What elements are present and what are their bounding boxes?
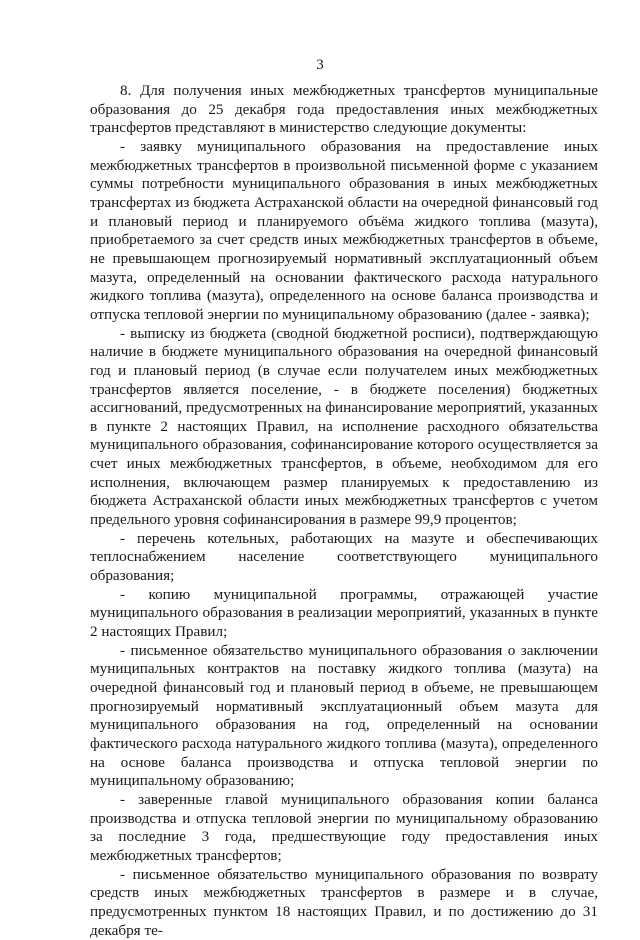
paragraph-municipal-program: - копию муниципальной программы, отражающей участие муниципального образования в реализации мероприятий, указанных в пункте 2 настоящих Правил; [90, 585, 598, 641]
paragraph-refund-obligation: - письменное обязательство муниципального образования по возврату средств иных межбюджетных трансфертов в размере и в случае, предусмотренных пунктом 18 настоящих Правил, и по достижению до 31 декабря те- [90, 865, 598, 939]
paragraph-application: - заявку муниципального образования на предоставление иных межбюджетных трансфертов в произвольной письменной форме с указанием суммы потребности муниципального образования в иных межбюджетных трансфертах из бюджета Астраханской области на очередной финансовый год и плановый период и планируемого объёма жидкого топлива (мазута), приобретаемого за счет средств иных межбюджетных трансфертов в объеме, не превышающем прогнозируемый нормативный эксплуатационный объем мазута, определенный на основании фактического расхода натурального жидкого топлива (мазута), определенного на основе баланса производства и отпуска тепловой энергии по муниципальному образованию (далее - заявка); [90, 137, 598, 323]
paragraph-item-8-intro: 8. Для получения иных межбюджетных трансфертов муниципальные образования до 25 декабря года предоставления иных межбюджетных трансфертов представляют в министерство следующие документы: [90, 82, 598, 137]
paragraph-boiler-list: - перечень котельных, работающих на мазуте и обеспечивающих теплоснабжением население соответствующего муниципального образования; [90, 529, 598, 585]
paragraph-balance-copies: - заверенные главой муниципального образования копии баланса производства и отпуска тепловой энергии по муниципальному образованию за последние 3 года, предшествующие году предоставления иных межбюджетных трансфертов; [90, 790, 598, 864]
paragraph-contract-obligation: - письменное обязательство муниципального образования о заключении муниципальных контрактов на поставку жидкого топлива (мазута) на очередной финансовый год и плановый период в объеме, не превышающем прогнозируемый нормативный эксплуатационный объем мазута для муниципального образования на год, определенный на основании фактического расхода натурального жидкого топлива (мазута), определенного на основе баланса производства и отпуска тепловой энергии по муниципальному образованию; [90, 641, 598, 790]
paragraph-budget-extract: - выписку из бюджета (сводной бюджетной росписи), подтверждающую наличие в бюджете муниципального образования на очередной финансовый год и плановый период (в случае если получателем иных межбюджетных трансфертов является поселение, - в бюджете поселения) бюджетных ассигнований, предусмотренных на финансирование мероприятий, указанных в пункте 2 настоящих Правил, на исполнение расходного обязательства муниципального образования, софинансирование которого осуществляется за счет иных межбюджетных трансфертов, в объеме, необходимом для его исполнения, включающем размер планируемых к предоставлению из бюджета Астраханской области иных межбюджетных трансфертов с учетом предельного уровня софинансирования в размере 99,9 процентов; [90, 324, 598, 529]
document-body [90, 82, 598, 940]
page-number: 3 [316, 57, 324, 73]
